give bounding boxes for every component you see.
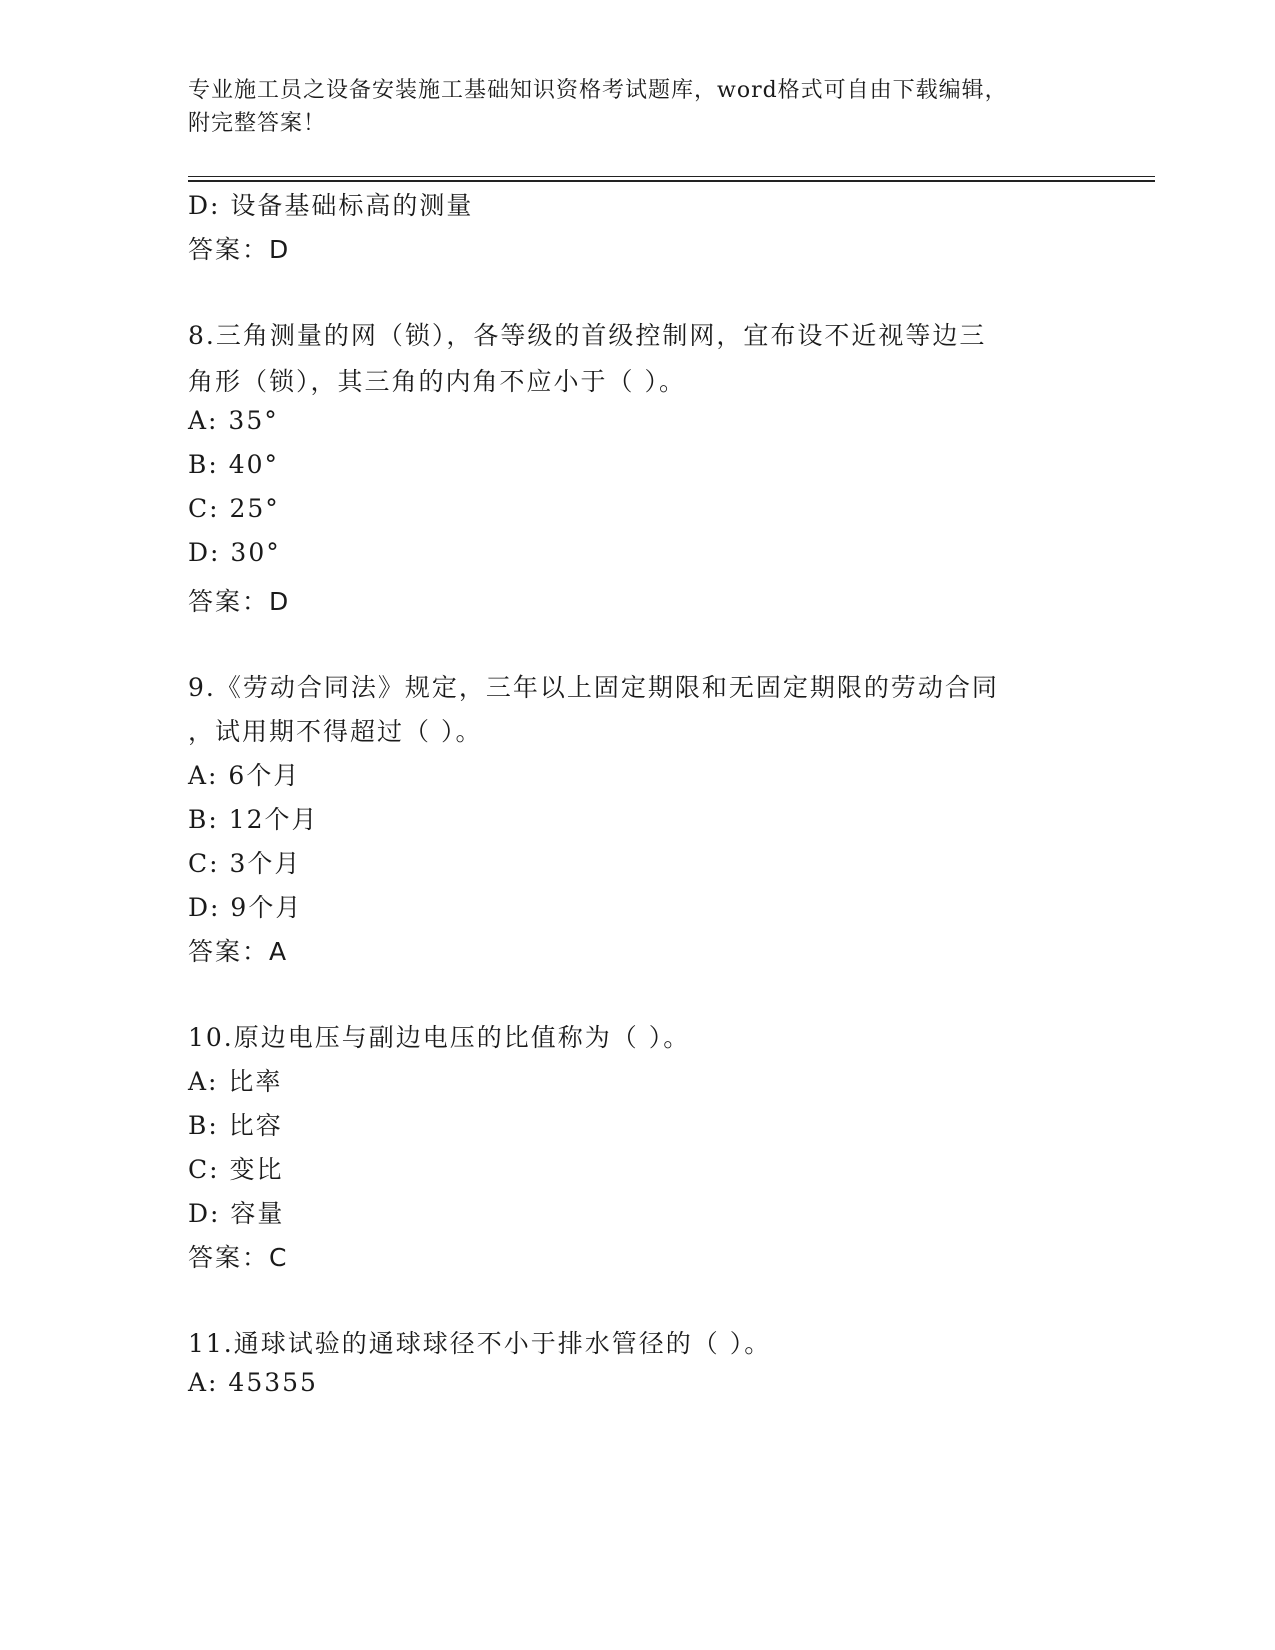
header-divider-thin: [188, 176, 1155, 177]
q10-option-d: D: 容量: [188, 1199, 285, 1228]
q10-answer: 答案：C: [188, 1243, 289, 1272]
q10-stem: 10.原边电压与副边电压的比值称为（ ）。: [188, 1023, 691, 1052]
q8-stem-line2: 角形（锁），其三角的内角不应小于（ ）。: [188, 367, 686, 396]
q7-answer: 答案：D: [188, 235, 291, 264]
q8-option-d: D: 30°: [188, 538, 281, 567]
q8-option-b: B: 40°: [188, 450, 280, 479]
q9-stem-line2: ，试用期不得超过（ ）。: [188, 717, 483, 746]
q10-option-a: A: 比率: [188, 1067, 283, 1096]
q9-option-a: A: 6个月: [188, 761, 301, 790]
q9-stem-line1: 9.《劳动合同法》规定，三年以上固定期限和无固定期限的劳动合同: [188, 673, 999, 702]
q8-option-a: A: 35°: [188, 406, 279, 435]
q10-option-c: C: 变比: [188, 1155, 284, 1184]
q7-option-d: D: 设备基础标高的测量: [188, 191, 474, 220]
header-title-line2: 附完整答案！: [188, 111, 327, 136]
q9-option-b: B: 12个月: [188, 805, 319, 834]
q9-answer: 答案：A: [188, 937, 289, 966]
header-divider-thick: [188, 180, 1155, 182]
q11-option-a: A: 45355: [188, 1368, 318, 1397]
document-header: [188, 74, 1148, 140]
q8-stem-line1: 8.三角测量的网（锁），各等级的首级控制网，宜布设不近视等边三: [188, 321, 987, 350]
q10-option-b: B: 比容: [188, 1111, 283, 1140]
header-title-line1: 专业施工员之设备安装施工基础知识资格考试题库，word格式可自由下载编辑，: [188, 78, 1008, 103]
q8-option-c: C: 25°: [188, 494, 280, 523]
q9-option-c: C: 3个月: [188, 849, 302, 878]
q8-answer: 答案：D: [188, 587, 291, 616]
q9-option-d: D: 9个月: [188, 893, 303, 922]
q11-stem: 11.通球试验的通球球径不小于排水管径的（ ）。: [188, 1329, 772, 1358]
